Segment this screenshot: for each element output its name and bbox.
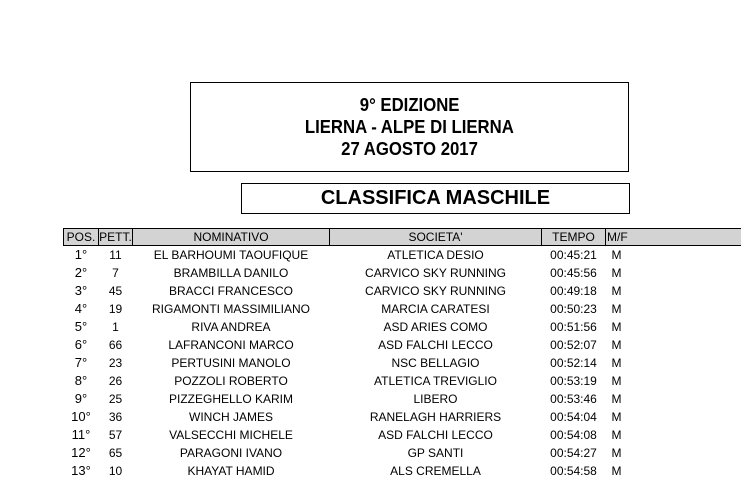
- cell-sex: M: [611, 320, 622, 334]
- cell-pos: 7°: [74, 355, 88, 370]
- cell-name: WINCH JAMES: [189, 410, 273, 424]
- cell-name: POZZOLI ROBERTO: [174, 374, 288, 388]
- classification-title: CLASSIFICA MASCHILE: [320, 187, 551, 209]
- cell-sex: M: [611, 302, 622, 316]
- cell-sex: M: [611, 446, 622, 460]
- results-table: [63, 228, 741, 480]
- cell-bib: 11: [109, 248, 122, 262]
- cell-pos: 6°: [74, 337, 88, 352]
- cell-pos: 10°: [71, 409, 91, 424]
- cell-bib: 45: [108, 284, 123, 298]
- cell-bib: 1: [112, 320, 119, 334]
- classification-box: [241, 183, 630, 214]
- cell-name: LAFRANCONI MARCO: [168, 338, 294, 352]
- cell-club: CARVICO SKY RUNNING: [365, 284, 506, 298]
- cell-club: NSC BELLAGIO: [391, 356, 480, 370]
- table-row: [64, 318, 741, 336]
- table-row: [64, 282, 741, 300]
- col-header-club: SOCIETA': [330, 229, 542, 246]
- cell-club: ALS CREMELLA: [390, 464, 481, 478]
- race-name: LIERNA - ALPE DI LIERNA: [305, 117, 514, 137]
- cell-club: ATLETICA TREVIGLIO: [374, 374, 497, 388]
- cell-club: RANELAGH HARRIERS: [369, 410, 502, 424]
- cell-time: 00:53:19: [550, 374, 597, 388]
- table-header-row: [64, 229, 741, 246]
- cell-name: VALSECCHI MICHELE: [169, 428, 293, 442]
- cell-bib: 10: [108, 464, 123, 478]
- table-row: [64, 372, 741, 390]
- cell-time: 00:54:04: [550, 410, 597, 424]
- col-header-pos: POS.: [64, 229, 99, 246]
- table-row: [64, 354, 741, 372]
- cell-pos: 13°: [71, 463, 91, 478]
- cell-time: 00:54:08: [550, 428, 597, 442]
- cell-sex: M: [611, 284, 622, 298]
- cell-name: RIGAMONTI MASSIMILIANO: [151, 302, 310, 316]
- race-title-box: [190, 82, 629, 172]
- cell-bib: 57: [108, 428, 123, 442]
- cell-club: CARVICO SKY RUNNING: [365, 266, 506, 280]
- cell-sex: M: [611, 464, 622, 478]
- cell-club: GP SANTI: [407, 446, 464, 460]
- cell-club: ASD ARIES COMO: [383, 320, 488, 334]
- cell-club: ASD FALCHI LECCO: [378, 428, 493, 442]
- table-row: [64, 390, 741, 408]
- cell-pos: 1°: [74, 247, 88, 262]
- cell-name: PERTUSINI MANOLO: [171, 356, 291, 370]
- cell-bib: 23: [108, 356, 123, 370]
- table-row: [64, 426, 741, 444]
- cell-bib: 36: [108, 410, 123, 424]
- cell-time: 00:51:56: [550, 320, 597, 334]
- cell-bib: 66: [108, 338, 123, 352]
- cell-time: 00:53:46: [550, 392, 597, 406]
- cell-time: 00:50:23: [550, 302, 597, 316]
- cell-sex: M: [611, 392, 622, 406]
- cell-sex: M: [611, 356, 622, 370]
- cell-bib: 19: [108, 302, 123, 316]
- cell-name: RIVA ANDREA: [191, 320, 271, 334]
- table-row: [64, 444, 741, 462]
- cell-time: 00:52:14: [550, 356, 597, 370]
- cell-sex: M: [611, 338, 622, 352]
- cell-name: PIZZEGHELLO KARIM: [168, 392, 294, 406]
- cell-pos: 5°: [74, 319, 88, 334]
- cell-name: EL BARHOUMI TAOUFIQUE: [153, 248, 309, 262]
- cell-time: 00:54:27: [550, 446, 597, 460]
- table-row: [64, 408, 741, 426]
- cell-pos: 11°: [71, 427, 91, 442]
- table-row: [64, 264, 741, 282]
- cell-name: PARAGONI IVANO: [179, 446, 283, 460]
- cell-club: ATLETICA DESIO: [387, 248, 484, 262]
- cell-club: ASD FALCHI LECCO: [378, 338, 493, 352]
- cell-name: BRAMBILLA DANILO: [173, 266, 289, 280]
- race-date: 27 AGOSTO 2017: [341, 139, 478, 159]
- cell-bib: 26: [108, 374, 123, 388]
- cell-pos: 3°: [74, 283, 88, 298]
- cell-pos: 2°: [74, 265, 88, 280]
- cell-club: LIBERO: [413, 392, 458, 406]
- table-row: [64, 462, 741, 480]
- col-header-time: TEMPO: [542, 229, 606, 246]
- cell-pos: 8°: [74, 373, 88, 388]
- col-header-pett: PETT.: [99, 230, 132, 244]
- cell-bib: 25: [108, 392, 123, 406]
- cell-time: 00:52:07: [550, 338, 597, 352]
- cell-sex: M: [611, 374, 622, 388]
- col-header-name: NOMINATIVO: [133, 229, 330, 246]
- cell-sex: M: [611, 266, 622, 280]
- table-row: [64, 246, 741, 265]
- table-row: [64, 336, 741, 354]
- cell-sex: M: [611, 428, 622, 442]
- cell-pos: 9°: [74, 391, 88, 406]
- cell-pos: 4°: [74, 301, 88, 316]
- col-header-sex: M/F: [606, 229, 741, 246]
- cell-club: MARCIA CARATESI: [381, 302, 490, 316]
- cell-bib: 7: [112, 266, 119, 280]
- cell-sex: M: [611, 410, 622, 424]
- cell-time: 00:49:18: [550, 284, 597, 298]
- table-row: [64, 300, 741, 318]
- cell-sex: M: [611, 248, 622, 262]
- cell-time: 00:45:21: [550, 248, 597, 262]
- cell-bib: 65: [108, 446, 123, 460]
- cell-time: 00:54:58: [550, 464, 597, 478]
- cell-name: KHAYAT HAMID: [187, 464, 275, 478]
- edition-title: 9° EDIZIONE: [359, 95, 460, 115]
- cell-time: 00:45:56: [550, 266, 597, 280]
- cell-name: BRACCI FRANCESCO: [168, 284, 293, 298]
- cell-pos: 12°: [71, 445, 91, 460]
